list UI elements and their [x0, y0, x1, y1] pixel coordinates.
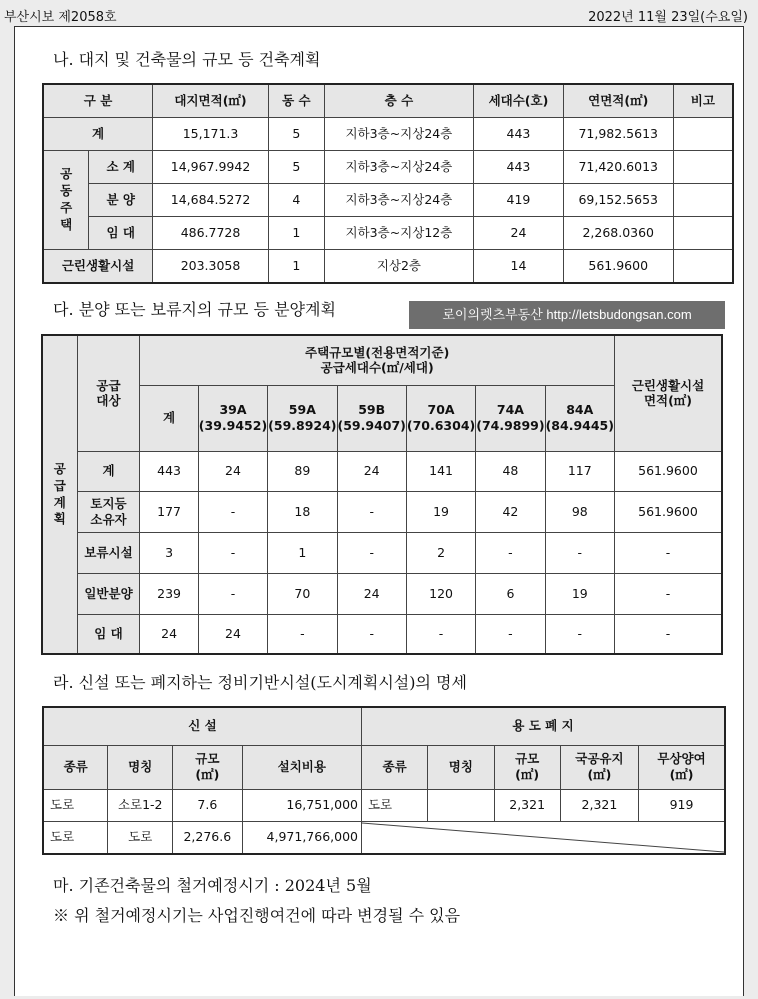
header-abolish-free: 무상양여 (㎡): [639, 745, 725, 789]
cell: 24: [198, 451, 267, 491]
cell: 2,321: [494, 789, 560, 821]
header-abolish-type: 종류: [361, 745, 427, 789]
cell: 239: [140, 573, 198, 614]
cell: -: [198, 491, 267, 532]
table-row: [42, 614, 722, 654]
table-header-row: [42, 335, 722, 385]
header-type-59a: 59A (59.8924): [268, 385, 337, 451]
cell: 919: [639, 789, 725, 821]
publication-date: 2022년 11월 23일(수요일): [588, 10, 748, 25]
table-row: [43, 184, 733, 217]
col-header-note: 비고: [673, 84, 733, 118]
cell: 98: [545, 491, 614, 532]
header-abolish-public: 국공유지 (㎡): [560, 745, 638, 789]
cell: 2,321: [560, 789, 638, 821]
cell: 16,751,000: [242, 789, 361, 821]
row-label-total: 계: [43, 118, 153, 151]
cell: 14,967.9942: [153, 151, 269, 184]
cell: 1: [268, 217, 324, 250]
cell: 14: [474, 250, 564, 284]
cell: 도로: [108, 821, 173, 854]
cell: 도로: [43, 789, 108, 821]
cell: 7.6: [173, 789, 242, 821]
cell: 486.7728: [153, 217, 269, 250]
cell: 지하3층~지상24층: [324, 184, 473, 217]
cell: 443: [140, 451, 198, 491]
cell: 71,420.6013: [563, 151, 673, 184]
cell: 소로1-2: [108, 789, 173, 821]
section-heading-na: 나. 대지 및 건축물의 규모 등 건축계획: [53, 50, 321, 69]
cell: 24: [337, 451, 406, 491]
cell: -: [545, 614, 614, 654]
cell: 지하3층~지상24층: [324, 151, 473, 184]
cell: -: [198, 532, 267, 573]
note-text: ※ 위 철거예정시기는 사업진행여건에 따라 변경될 수 있음: [53, 906, 461, 925]
header-type-70a: 70A (70.6304): [406, 385, 475, 451]
cell: -: [337, 491, 406, 532]
side-label-supply-plan: 공 급 계 획: [42, 335, 77, 654]
cell: 5: [268, 151, 324, 184]
row-label-commercial: 근린생활시설: [43, 250, 153, 284]
cell: 1: [268, 250, 324, 284]
cell: 561.9600: [563, 250, 673, 284]
col-header-buildings: 동 수: [268, 84, 324, 118]
cell: -: [476, 614, 545, 654]
diagonal-line: [362, 822, 724, 853]
cell: [673, 151, 733, 184]
table-row: [43, 821, 725, 854]
cell: 443: [474, 151, 564, 184]
cell: 19: [406, 491, 475, 532]
cell: 4,971,766,000: [242, 821, 361, 854]
header-new-size: 규모 (㎡): [173, 745, 242, 789]
header-new-name: 명칭: [108, 745, 173, 789]
empty-diagonal-cell: [361, 821, 725, 854]
row-label-total: 계: [77, 451, 140, 491]
cell: -: [614, 573, 722, 614]
cell: 3: [140, 532, 198, 573]
cell: 203.3058: [153, 250, 269, 284]
cell: 42: [476, 491, 545, 532]
table-row: [43, 217, 733, 250]
section-heading-ra: 라. 신설 또는 폐지하는 정비기반시설(도시계획시설)의 명세: [53, 673, 467, 692]
cell: [673, 184, 733, 217]
header-commercial-area: 근린생활시설 면적(㎡): [614, 335, 722, 451]
infrastructure-table: [42, 706, 726, 855]
cell: 71,982.5613: [563, 118, 673, 151]
header-abolish: 용 도 폐 지: [361, 707, 725, 745]
cell: 5: [268, 118, 324, 151]
cell: -: [268, 614, 337, 654]
header-abolish-size: 규모 (㎡): [494, 745, 560, 789]
cell: 2,276.6: [173, 821, 242, 854]
cell: -: [614, 614, 722, 654]
cell: 117: [545, 451, 614, 491]
table-row: [42, 451, 722, 491]
cell: -: [476, 532, 545, 573]
table-header-row: [43, 84, 733, 118]
cell: 1: [268, 532, 337, 573]
table-row: [42, 491, 722, 532]
row-label-subtotal: 소 계: [89, 151, 153, 184]
table-row: [42, 573, 722, 614]
cell: 2,268.0360: [563, 217, 673, 250]
col-header-category: 구 분: [43, 84, 153, 118]
header-unit-size-group: 주택규모별(전용면적기준) 공급세대수(㎡/세대): [140, 335, 615, 385]
cell: -: [406, 614, 475, 654]
table-row: [43, 250, 733, 284]
section-heading-da: 다. 분양 또는 보류지의 규모 등 분양계획: [53, 300, 336, 319]
cell: 561.9600: [614, 451, 722, 491]
row-label-landowners: 토지등 소유자: [77, 491, 140, 532]
header-new-type: 종류: [43, 745, 108, 789]
col-header-units: 세대수(호): [474, 84, 564, 118]
cell: -: [614, 532, 722, 573]
table-subheader-row: [43, 745, 725, 789]
cell: 14,684.5272: [153, 184, 269, 217]
group-label-apartment: 공 동 주 택: [43, 151, 89, 250]
header-type-39a: 39A (39.9452): [198, 385, 267, 451]
header-type-59b: 59B (59.9407): [337, 385, 406, 451]
table-row: [43, 789, 725, 821]
header-new-cost: 설치비용: [242, 745, 361, 789]
cell: 도로: [43, 821, 108, 854]
header-new: 신 설: [43, 707, 361, 745]
cell: -: [337, 532, 406, 573]
cell: 24: [474, 217, 564, 250]
building-plan-table: [42, 83, 734, 284]
cell: 19: [545, 573, 614, 614]
watermark-banner: 로이의렛츠부동산 http://letsbudongsan.com: [409, 301, 725, 329]
col-header-floors: 층 수: [324, 84, 473, 118]
cell: 지하3층~지상24층: [324, 118, 473, 151]
cell: 24: [140, 614, 198, 654]
col-header-site-area: 대지면적(㎡): [153, 84, 269, 118]
cell: [673, 250, 733, 284]
cell: 2: [406, 532, 475, 573]
cell: -: [337, 614, 406, 654]
cell: 419: [474, 184, 564, 217]
cell: 24: [337, 573, 406, 614]
cell: 15,171.3: [153, 118, 269, 151]
cell: 561.9600: [614, 491, 722, 532]
cell: 141: [406, 451, 475, 491]
table-row: [43, 151, 733, 184]
table-row: [43, 118, 733, 151]
row-label-reserved: 보류시설: [77, 532, 140, 573]
cell: 6: [476, 573, 545, 614]
cell: -: [545, 532, 614, 573]
publication-title: 부산시보 제2058호: [4, 10, 117, 25]
header-type-84a: 84A (84.9445): [545, 385, 614, 451]
cell: 177: [140, 491, 198, 532]
cell: 지하3층~지상12층: [324, 217, 473, 250]
document-page: [14, 26, 744, 996]
cell: 도로: [361, 789, 427, 821]
cell: 120: [406, 573, 475, 614]
header-abolish-name: 명칭: [428, 745, 494, 789]
publication-header: [0, 0, 758, 26]
section-heading-ma: 마. 기존건축물의 철거예정시기 : 2024년 5월: [53, 876, 372, 895]
cell: [673, 118, 733, 151]
row-label-rental: 임 대: [77, 614, 140, 654]
header-supply-target: 공급 대상: [77, 335, 140, 451]
cell: 443: [474, 118, 564, 151]
cell: 48: [476, 451, 545, 491]
col-header-total-area: 연면적(㎡): [563, 84, 673, 118]
table-row: [42, 532, 722, 573]
cell: 4: [268, 184, 324, 217]
cell: [673, 217, 733, 250]
row-label-rental: 임 대: [89, 217, 153, 250]
row-label-general-sale: 일반분양: [77, 573, 140, 614]
cell: 70: [268, 573, 337, 614]
cell: 69,152.5653: [563, 184, 673, 217]
cell: 18: [268, 491, 337, 532]
supply-plan-table: [41, 334, 723, 655]
header-type-74a: 74A (74.9899): [476, 385, 545, 451]
header-total: 계: [140, 385, 198, 451]
row-label-sale: 분 양: [89, 184, 153, 217]
cell: 24: [198, 614, 267, 654]
cell: 89: [268, 451, 337, 491]
cell: -: [198, 573, 267, 614]
cell: [428, 789, 494, 821]
cell: 지상2층: [324, 250, 473, 284]
table-header-row: [43, 707, 725, 745]
